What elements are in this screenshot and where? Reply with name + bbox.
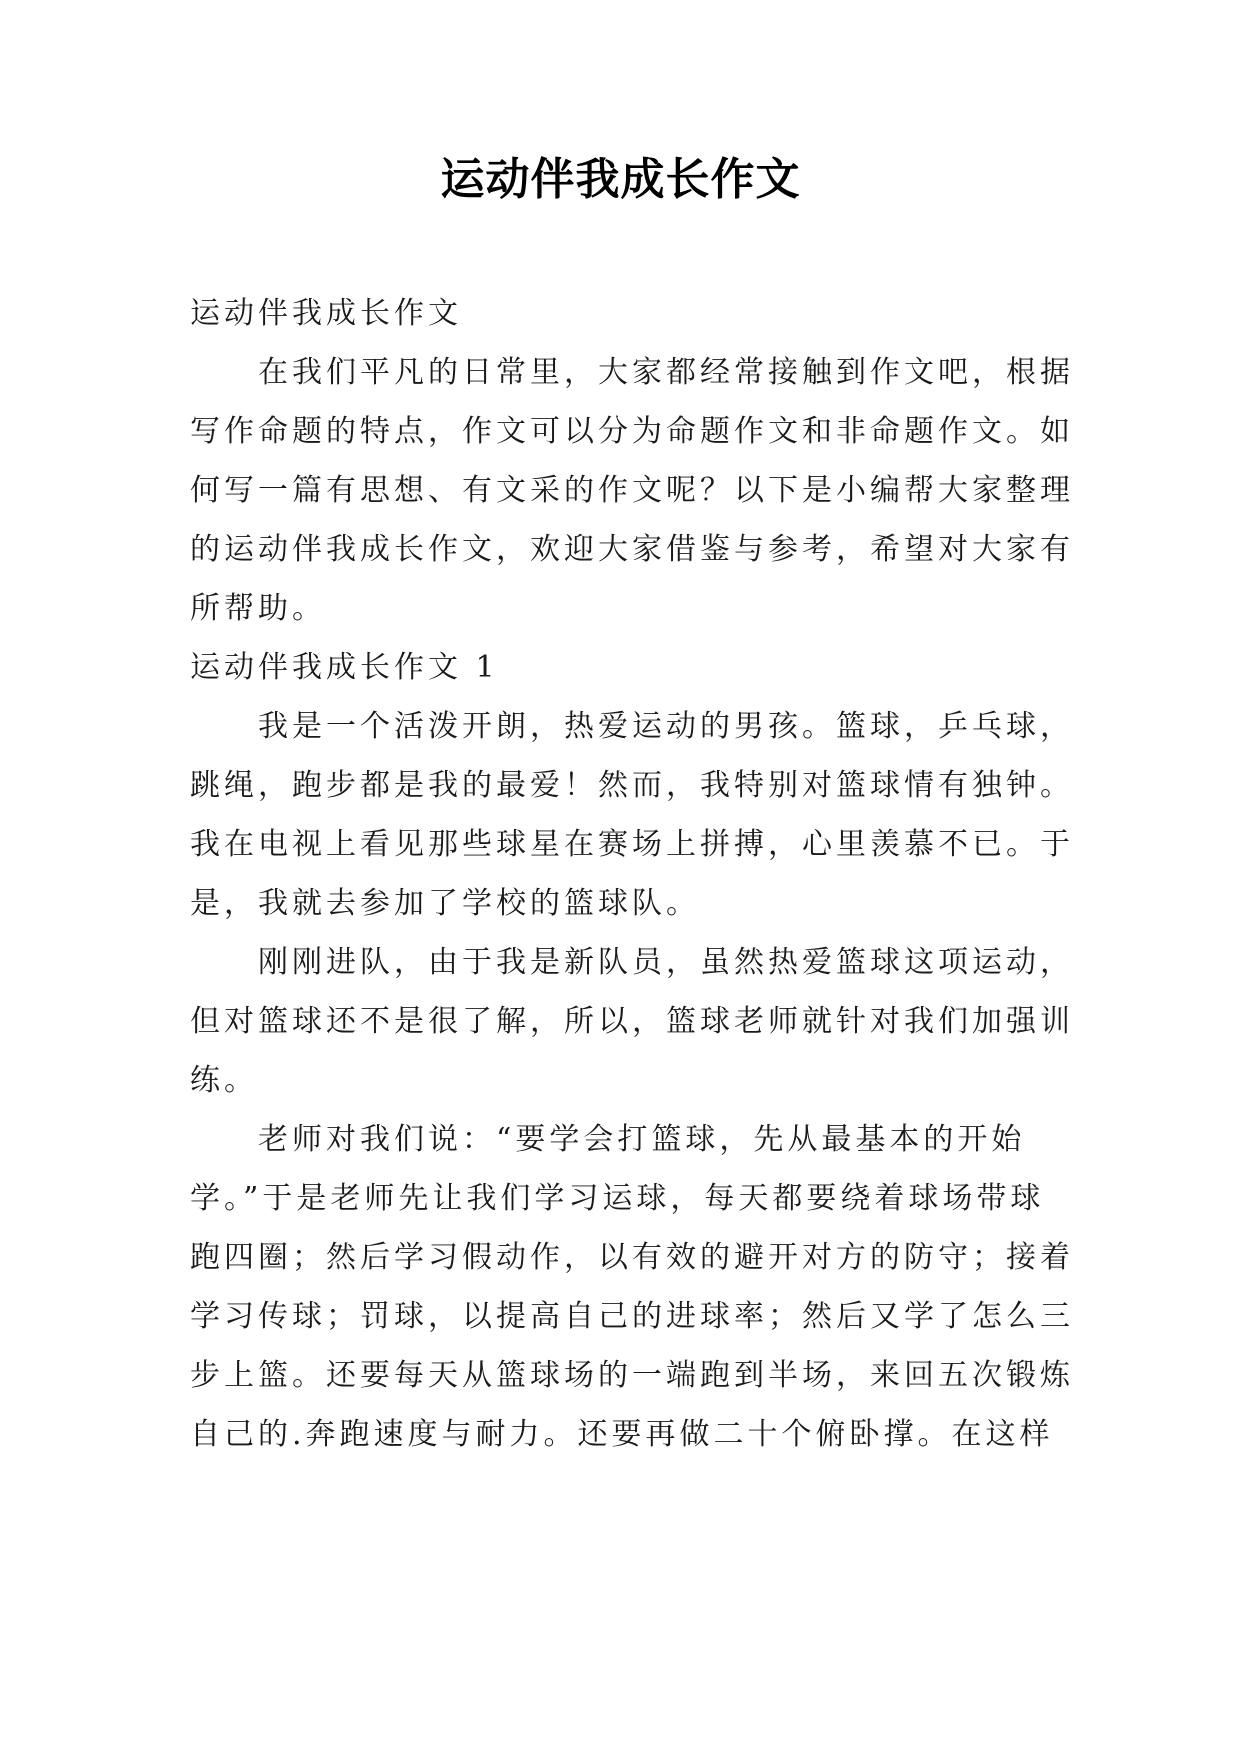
text-line: 练。 [190, 1063, 258, 1098]
text-line: 但对篮球还不是很了解，所以，篮球老师就针对我们加强训 [190, 1004, 1074, 1039]
document-body [190, 284, 1074, 1464]
text-line: 跑四圈；然后学习假动作，以有效的避开对方的防守；接着 [190, 1240, 1074, 1275]
text-line: 何写一篇有思想、有文采的作文呢？以下是小编帮大家整理 [190, 473, 1074, 508]
intro-paragraph [190, 343, 1074, 638]
text-line: 学。”于是老师先让我们学习运球，每天都要绕着球场带球 [190, 1181, 1045, 1216]
text-line: 的运动伴我成长作文，欢迎大家借鉴与参考，希望对大家有 [190, 532, 1074, 567]
text-line: 学习传球；罚球，以提高自己的进球率；然后又学了怎么三 [190, 1299, 1074, 1334]
text-line: 我在电视上看见那些球星在赛场上拼搏，心里羡慕不已。于 [190, 827, 1074, 862]
text-line: 写作命题的特点，作文可以分为命题作文和非命题作文。如 [190, 414, 1074, 449]
text-line: 我是一个活泼开朗，热爱运动的男孩。篮球，乒乓球， [258, 709, 1074, 744]
text-line: 自己的.奔跑速度与耐力。还要再做二十个俯卧撑。在这样 [190, 1417, 1054, 1452]
section-heading: 运动伴我成长作文 1 [190, 650, 499, 685]
body-paragraph [190, 697, 1074, 933]
text-line: 所帮助。 [190, 591, 326, 626]
document-title: 运动伴我成长作文 [440, 154, 801, 205]
text-line: 老师对我们说：“要学会打篮球，先从最基本的开始 [258, 1122, 1026, 1157]
text-line: 在我们平凡的日常里，大家都经常接触到作文吧，根据 [258, 355, 1074, 390]
text-line: 跳绳，跑步都是我的最爱！然而，我特别对篮球情有独钟。 [190, 768, 1074, 803]
body-paragraph [190, 1110, 1074, 1464]
text-line: 步上篮。还要每天从篮球场的一端跑到半场，来回五次锻炼 [190, 1358, 1074, 1393]
text-line: 是，我就去参加了学校的篮球队。 [190, 886, 700, 921]
document-subtitle: 运动伴我成长作文 [190, 296, 462, 331]
body-paragraph [190, 933, 1074, 1110]
text-line: 刚刚进队，由于我是新队员，虽然热爱篮球这项运动， [258, 945, 1074, 980]
